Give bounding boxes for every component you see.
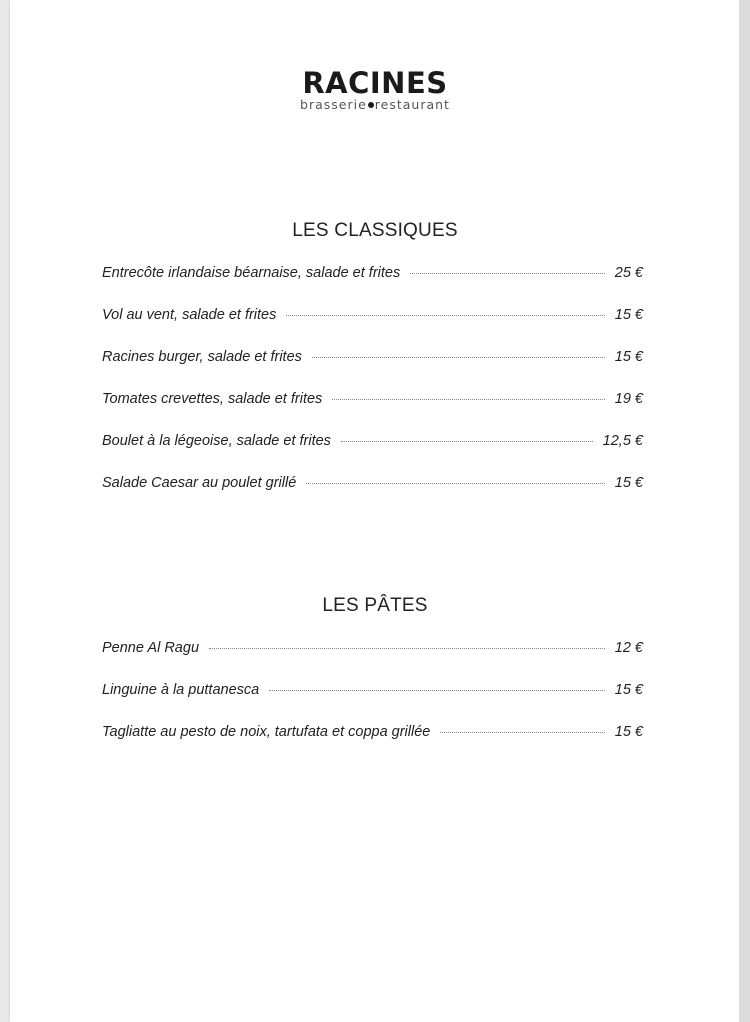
menu-item	[102, 265, 643, 307]
menu-item	[102, 349, 643, 391]
dot-leader	[209, 648, 605, 649]
dish-price: 12,5 €	[602, 433, 643, 449]
menu-list-classiques	[102, 265, 643, 517]
menu-list-pates	[102, 640, 643, 766]
dish-price: 12 €	[614, 640, 643, 656]
menu-item	[102, 433, 643, 475]
dish-price: 15 €	[614, 475, 643, 491]
dish-name: Entrecôte irlandaise béarnaise, salade et frites	[102, 265, 401, 281]
logo-dot-icon	[368, 102, 374, 108]
dot-leader	[269, 690, 605, 691]
dish-price: 19 €	[614, 391, 643, 407]
dot-leader	[440, 732, 604, 733]
dish-name: Salade Caesar au poulet grillé	[102, 475, 297, 491]
dish-price: 25 €	[614, 265, 643, 281]
dish-price: 15 €	[614, 349, 643, 365]
menu-item	[102, 391, 643, 433]
dot-leader	[341, 441, 593, 442]
dish-price: 15 €	[614, 724, 643, 740]
page-edge	[739, 0, 750, 1022]
dish-name: Penne Al Ragu	[102, 640, 200, 656]
dish-name: Racines burger, salade et frites	[102, 349, 302, 365]
dish-name: Linguine à la puttanesca	[102, 682, 260, 698]
logo-tagline	[0, 97, 750, 113]
dot-leader	[332, 399, 604, 400]
dish-price: 15 €	[614, 682, 643, 698]
logo-tagline-right: restaurant	[374, 97, 450, 112]
dot-leader	[312, 357, 605, 358]
dish-name: Tagliatte au pesto de noix, tartufata et coppa grillée	[102, 724, 431, 740]
dot-leader	[410, 273, 605, 274]
dot-leader	[306, 483, 605, 484]
dish-price: 15 €	[614, 307, 643, 323]
menu-item	[102, 724, 643, 766]
menu-item	[102, 682, 643, 724]
section-title-pates: LES PÂTES	[322, 595, 428, 616]
menu-item	[102, 307, 643, 349]
dish-name: Tomates crevettes, salade et frites	[102, 391, 323, 407]
logo-tagline-left: brasserie	[300, 97, 367, 112]
dish-name: Boulet à la légeoise, salade et frites	[102, 433, 331, 449]
dot-leader	[286, 315, 604, 316]
menu-item	[102, 640, 643, 682]
menu-item	[102, 475, 643, 517]
logo-name: RACINES	[302, 66, 448, 100]
restaurant-logo	[0, 66, 750, 113]
dish-name: Vol au vent, salade et frites	[102, 307, 277, 323]
section-title-classiques: LES CLASSIQUES	[292, 220, 458, 241]
